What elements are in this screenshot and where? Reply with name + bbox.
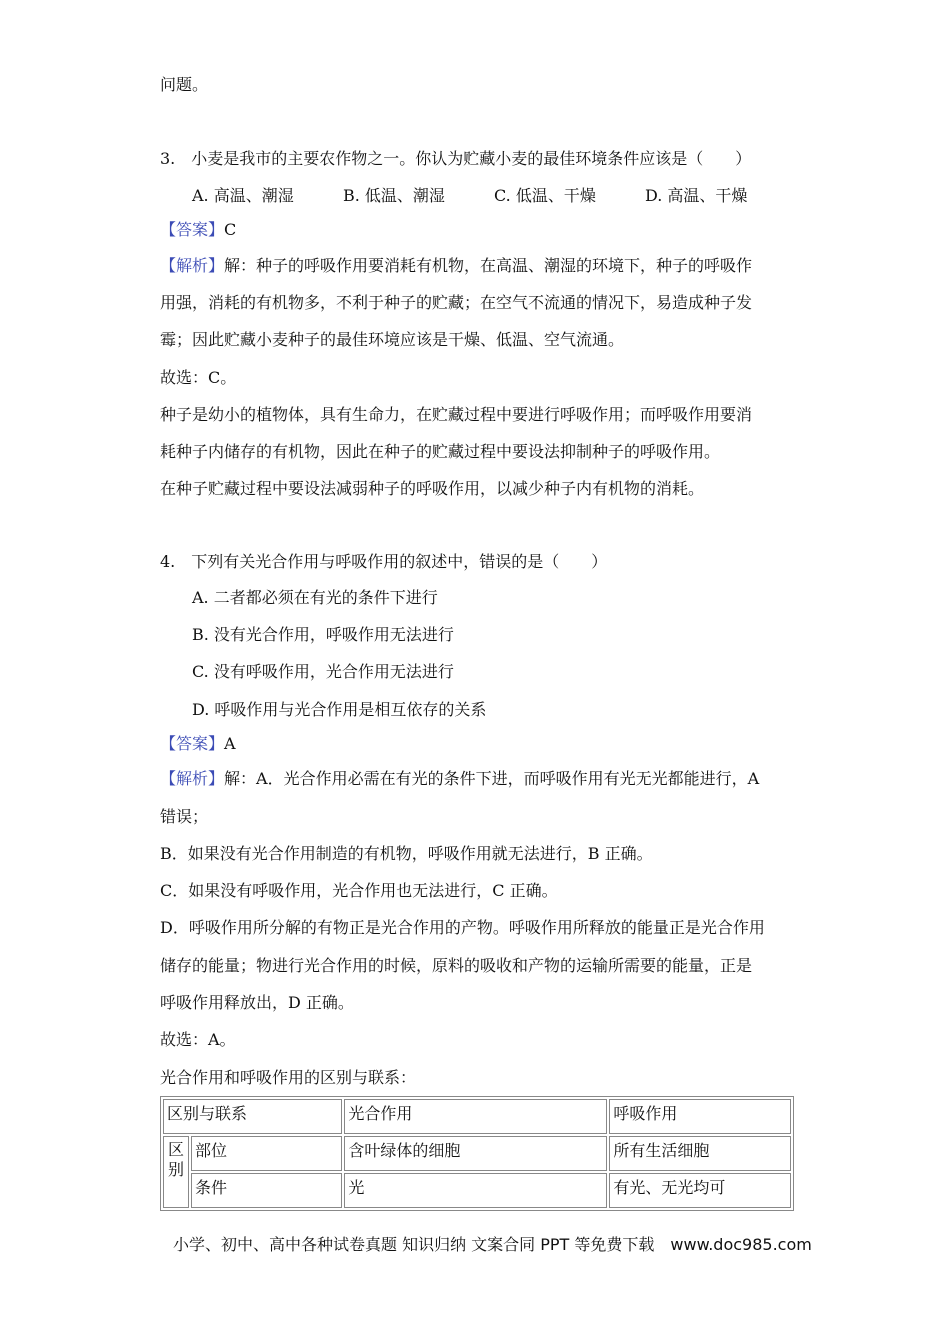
- group-label-cell: [163, 1136, 189, 1208]
- table-cell: 部位: [191, 1136, 342, 1171]
- answer-value: A: [224, 734, 236, 753]
- q4-option-a: A. 二者都必须在有光的条件下进行: [192, 588, 438, 607]
- table-header-cell: 光合作用: [344, 1099, 607, 1134]
- analysis-tag: 【解析】: [160, 769, 225, 788]
- q3-answer: [160, 219, 236, 241]
- answer-tag: 【答案】: [160, 734, 225, 753]
- table-cell: 光: [344, 1173, 607, 1208]
- q4-analysis-line: C．如果没有呼吸作用，光合作用也无法进行，C 正确。: [160, 881, 558, 900]
- comparison-table: [160, 1096, 794, 1211]
- q3-stem: 3. 小麦是我市的主要农作物之一。你认为贮藏小麦的最佳环境条件应该是（ ）: [160, 149, 752, 168]
- q3-analysis-line: 故选：C。: [160, 368, 237, 387]
- q3-analysis-line: [160, 255, 752, 277]
- q4-analysis-line: 错误；: [160, 807, 209, 826]
- table-header-cell: 呼吸作用: [609, 1099, 791, 1134]
- table-header-cell: 区别与联系: [163, 1099, 342, 1134]
- continuation-text: 问题。: [160, 75, 209, 94]
- q4-stem: 4. 下列有关光合作用与呼吸作用的叙述中，错误的是（ ）: [160, 552, 608, 571]
- table-cell: 条件: [191, 1173, 342, 1208]
- q4-analysis-line: 储存的能量；物进行光合作用的时候，原料的吸收和产物的运输所需要的能量，正是: [160, 956, 753, 975]
- analysis-text: 解：种子的呼吸作用要消耗有机物，在高温、潮湿的环境下，种子的呼吸作: [224, 256, 753, 275]
- q3-option-b: B. 低温、潮湿: [343, 186, 445, 205]
- q3-analysis-line: 霉；因此贮藏小麦种子的最佳环境应该是干燥、低温、空气流通。: [160, 330, 625, 349]
- answer-tag: 【答案】: [160, 220, 225, 239]
- table-cell: 所有生活细胞: [609, 1136, 791, 1171]
- table-row: [163, 1136, 791, 1171]
- q4-analysis-line: B．如果没有光合作用制造的有机物，呼吸作用就无法进行，B 正确。: [160, 844, 653, 863]
- q3-option-d: D. 高温、干燥: [645, 186, 748, 205]
- q3-analysis-line: 用强，消耗的有机物多，不利于种子的贮藏；在空气不流通的情况下，易造成种子发: [160, 293, 753, 312]
- q3-analysis-line: 种子是幼小的植物体，具有生命力，在贮藏过程中要进行呼吸作用；而呼吸作用要消: [160, 405, 753, 424]
- q4-answer: [160, 733, 236, 755]
- q4-analysis-line: D．呼吸作用所分解的有物正是光合作用的产物。呼吸作用所释放的能量正是光合作用: [160, 918, 765, 937]
- table-cell: 含叶绿体的细胞: [344, 1136, 607, 1171]
- q3-analysis-line: 在种子贮藏过程中要设法减弱种子的呼吸作用，以减少种子内有机物的消耗。: [160, 479, 705, 498]
- q4-analysis-line: 故选：A。: [160, 1030, 236, 1049]
- answer-value: C: [224, 220, 237, 239]
- q4-option-d: D. 呼吸作用与光合作用是相互依存的关系: [192, 700, 487, 719]
- q4-option-b: B. 没有光合作用，呼吸作用无法进行: [192, 625, 454, 644]
- analysis-tag: 【解析】: [160, 256, 225, 275]
- q4-option-c: C. 没有呼吸作用，光合作用无法进行: [192, 662, 454, 681]
- q4-analysis-line: [160, 768, 759, 790]
- analysis-text: 解：A．光合作用必需在有光的条件下进，而呼吸作用有光无光都能进行，A: [224, 769, 760, 788]
- q4-analysis-line: 呼吸作用释放出，D 正确。: [160, 993, 354, 1012]
- group-label-char: 区: [167, 1140, 184, 1159]
- page-footer: 小学、初中、高中各种试卷真题 知识归纳 文案合同 PPT 等免费下载 www.doc985.com: [173, 1235, 812, 1254]
- group-label-char: 别: [167, 1160, 184, 1179]
- table-header-row: [163, 1099, 791, 1134]
- q4-analysis-line: 光合作用和呼吸作用的区别与联系：: [160, 1068, 417, 1087]
- q3-option-a: A. 高温、潮湿: [192, 186, 294, 205]
- q3-analysis-line: 耗种子内储存的有机物，因此在种子的贮藏过程中要设法抑制种子的呼吸作用。: [160, 442, 721, 461]
- table-cell: 有光、无光均可: [609, 1173, 791, 1208]
- table-row: [163, 1173, 791, 1208]
- q3-option-c: C. 低温、干燥: [494, 186, 596, 205]
